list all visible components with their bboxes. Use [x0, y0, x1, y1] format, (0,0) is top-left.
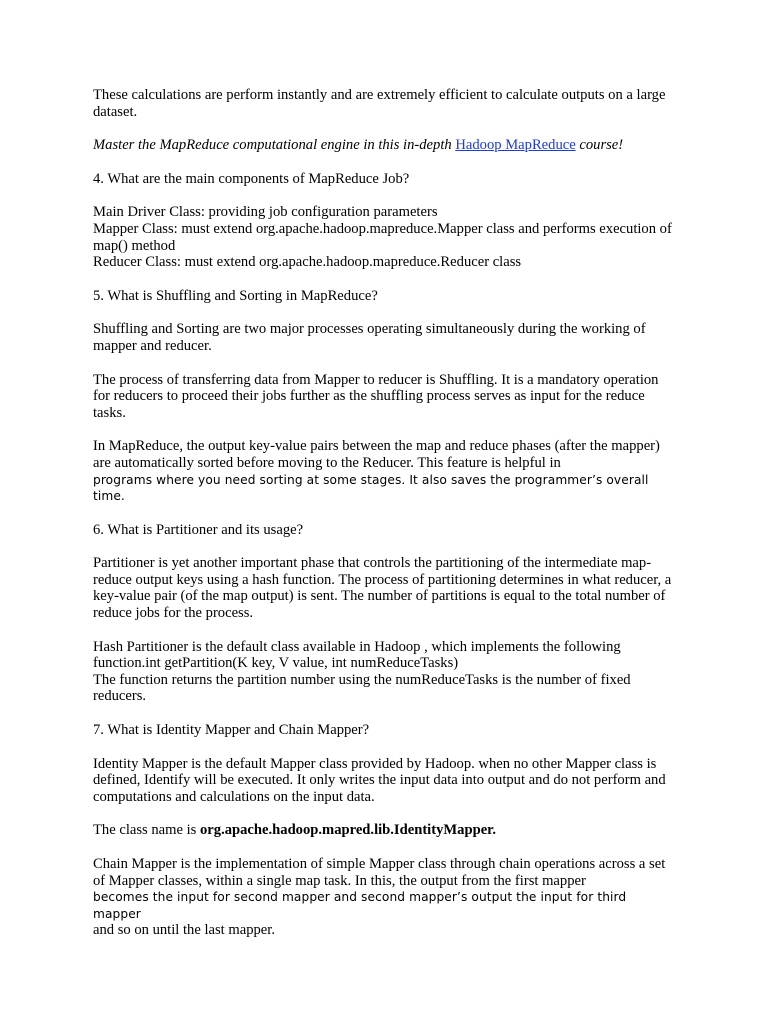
answer-partition-function: The function returns the partition number using the numReduceTasks is the number of fixed reducers. [93, 671, 631, 705]
hadoop-mapreduce-link[interactable]: Hadoop MapReduce [455, 137, 576, 154]
question-5-answer-1: Shuffling and Sorting are two major processes operating simultaneously during the working of mapper and reducer. [93, 321, 646, 354]
question-4-heading: 4. What are the main components of MapReduce Job? [93, 170, 410, 187]
document-page [93, 87, 678, 956]
question-5-answer-3 [93, 438, 678, 504]
answer-hash-partitioner: Hash Partitioner is the default class available in Hadoop , which implements the following function.int getPartition(K key, V value, int numReduceTasks) [93, 638, 621, 672]
answer-reducer-class: Reducer Class: must extend org.apache.hadoop.mapreduce.Reducer class [93, 254, 522, 271]
answer-chain-mapper-text-sans: becomes the input for second mapper and second mapper’s output the input for third mapper [93, 890, 627, 921]
answer-driver-class: Main Driver Class: providing job configuration parameters [93, 204, 438, 221]
question-4-answer [93, 204, 678, 270]
question-7-answer-1: Identity Mapper is the default Mapper class provided by Hadoop. when no other Mapper class is defined, Identify will be executed. It only writes the input data into output and do not perform and computations and calculations on the input data. [93, 755, 666, 805]
course-promo [93, 137, 678, 154]
question-6-answer-2 [93, 639, 678, 705]
question-7-heading: 7. What is Identity Mapper and Chain Mapper? [93, 722, 370, 739]
question-7-answer-3 [93, 856, 678, 939]
intro-paragraph: These calculations are perform instantly and are extremely efficient to calculate outputs on a large dataset. [93, 87, 666, 120]
answer-sorting-text-sans: programs where you need sorting at some stages. It also saves the programmer’s overall time. [93, 472, 649, 504]
question-6-heading: 6. What is Partitioner and its usage? [93, 521, 304, 538]
question-6-answer-1: Partitioner is yet another important phase that controls the partitioning of the intermediate map-reduce output keys using a hash function. The process of partitioning determines in what reducer, a key-value pair (of the map output) is sent. The number of partitions is equal to the total number of reduce jobs for the process. [93, 555, 672, 622]
question-5-heading: 5. What is Shuffling and Sorting in MapReduce? [93, 287, 378, 304]
class-name-label: The class name is [93, 822, 200, 839]
answer-chain-mapper-end: and so on until the last mapper. [93, 922, 275, 939]
course-promo-suffix: course! [575, 137, 624, 154]
question-5-answer-2: The process of transferring data from Mapper to reducer is Shuffling. It is a mandatory operation for reducers to proceed their jobs further as the shuffling process serves as input for the reduce tasks. [93, 371, 659, 421]
answer-mapper-class: Mapper Class: must extend org.apache.hadoop.mapreduce.Mapper class and performs execution of map() method [93, 220, 672, 254]
answer-chain-mapper-text: Chain Mapper is the implementation of simple Mapper class through chain operations across a set of Mapper classes, within a single map task. In this, the output from the first mapper [93, 856, 666, 889]
answer-sorting-text: In MapReduce, the output key-value pairs between the map and reduce phases (after the mapper) are automatically sorted before moving to the Reducer. This feature is helpful in [93, 438, 660, 471]
question-7-answer-2 [93, 822, 678, 839]
course-promo-text: Master the MapReduce computational engine in this in-depth [93, 137, 456, 154]
identity-mapper-class-name: org.apache.hadoop.mapred.lib.IdentityMapper. [200, 822, 496, 839]
